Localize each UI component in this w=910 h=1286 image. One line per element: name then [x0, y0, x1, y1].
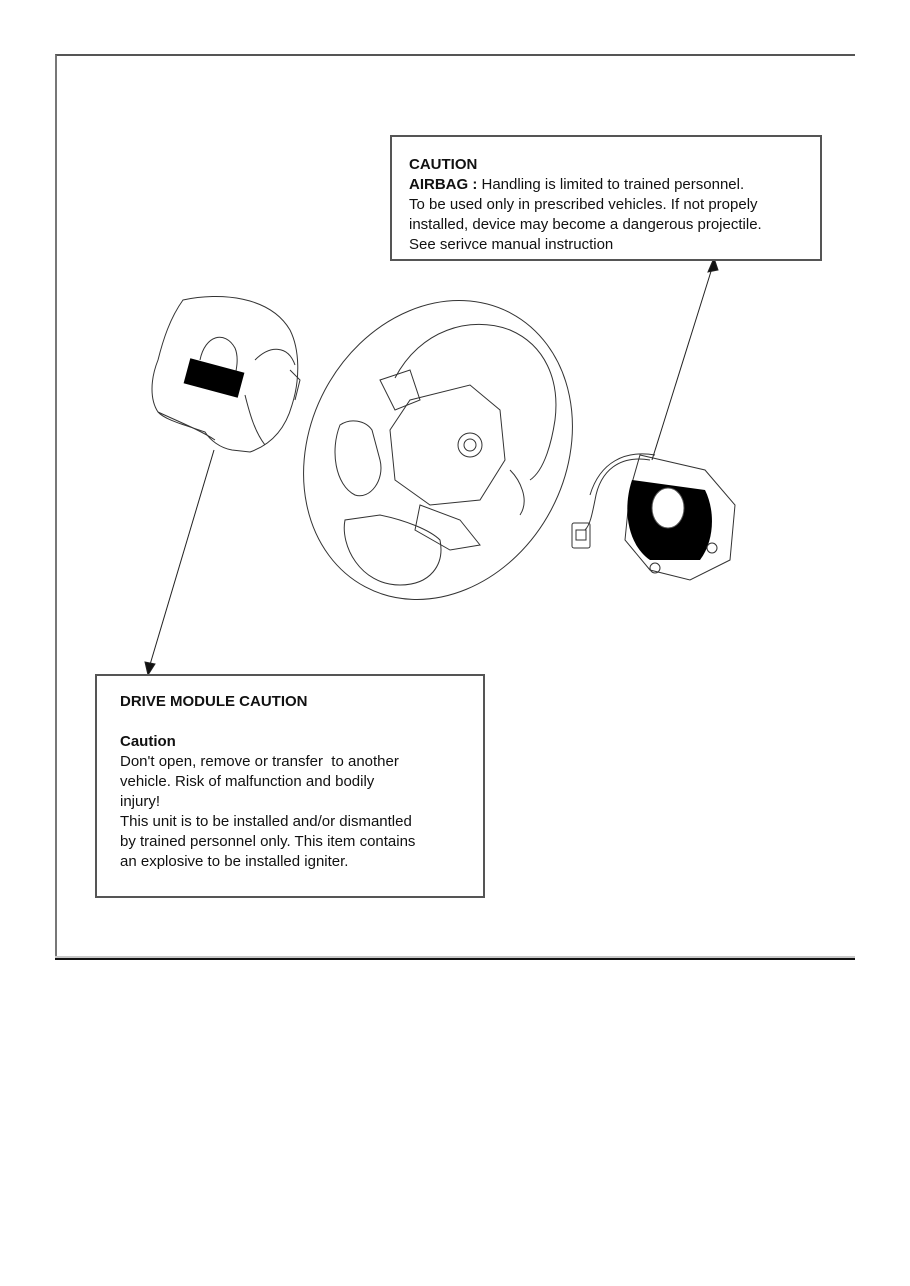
clock-spring-center-hole [652, 488, 684, 528]
caution-bottom-line: an explosive to be installed igniter. [120, 853, 349, 870]
caution-top-title: CAUTION [409, 156, 478, 173]
airbag-caution-label [390, 135, 822, 261]
caution-top-line: See serivce manual instruction [409, 236, 614, 253]
caution-top-prefix: AIRBAG : [409, 176, 478, 193]
caution-bottom-subtitle: Caution [120, 733, 176, 750]
caution-bottom-title: DRIVE MODULE CAUTION [120, 693, 308, 710]
caution-bottom-line: vehicle. Risk of malfunction and bodily [120, 773, 375, 790]
leader-line-airbag [149, 450, 214, 668]
steering-wheel-drawing [252, 253, 624, 647]
caution-bottom-line: by trained personnel only. This item contains [120, 833, 416, 850]
caution-bottom-line: injury! [120, 793, 161, 810]
caution-bottom-line: This unit is to be installed and/or dismantled [120, 813, 412, 830]
caution-top-line: Handling is limited to trained personnel. [477, 176, 745, 193]
leader-lines [145, 258, 718, 675]
airbag-module-drawing [152, 296, 300, 452]
caution-bottom-line: Don't open, remove or transfer to another [120, 753, 399, 770]
leader-line-clock-spring [652, 265, 713, 460]
caution-top-line: installed, device may become a dangerous projectile. [409, 216, 762, 233]
spacer [120, 712, 483, 732]
caution-top-line: To be used only in prescribed vehicles. If not propely [409, 196, 758, 213]
clock-spring-drawing [572, 454, 735, 580]
drive-module-caution-label [95, 674, 485, 898]
airbag-label-patch [184, 358, 245, 398]
